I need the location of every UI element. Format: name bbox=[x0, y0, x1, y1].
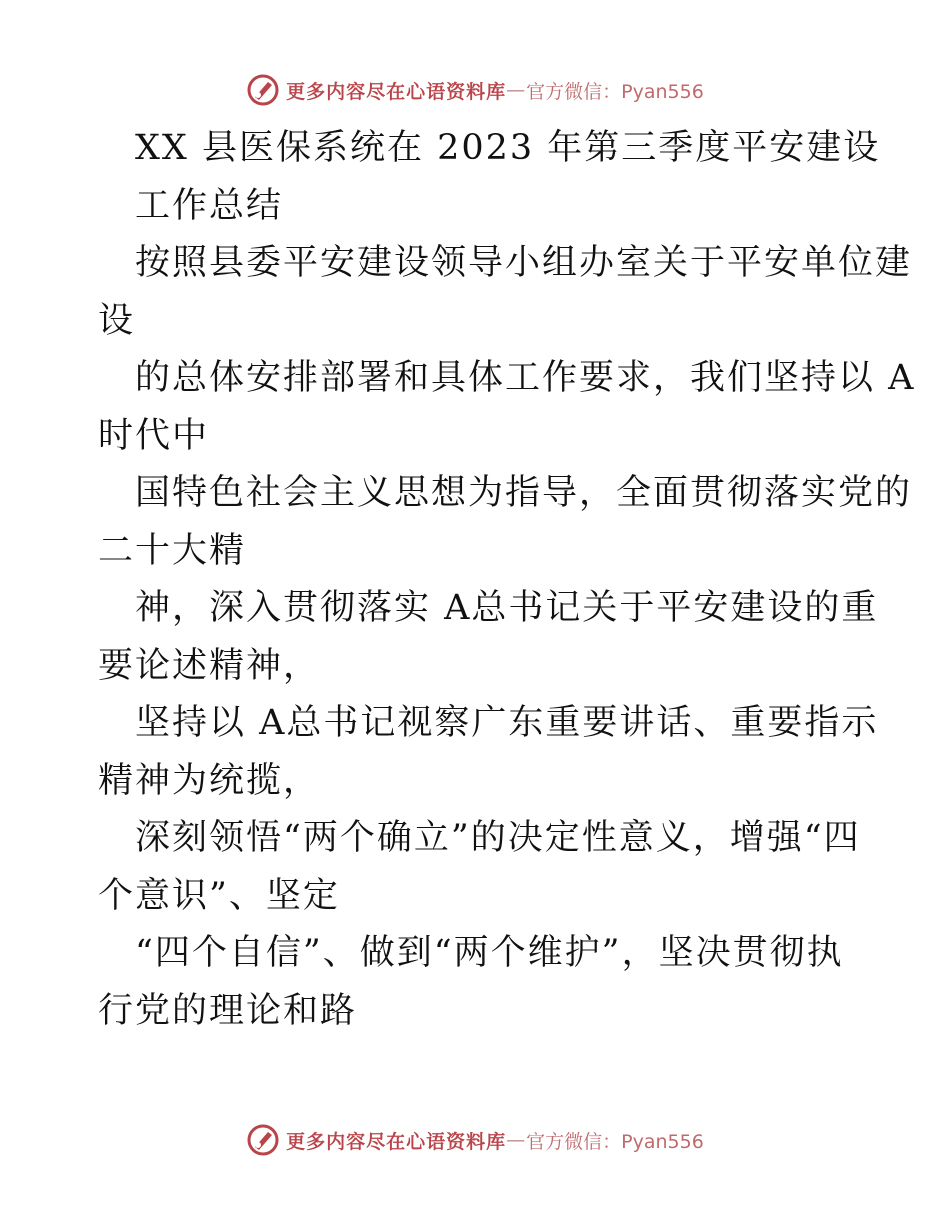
doc-line: 工作总结 bbox=[135, 185, 284, 226]
brand-logo-icon bbox=[246, 1123, 280, 1157]
watermark-wechat: 官方微信：Pyan556 bbox=[526, 1130, 704, 1153]
document-body bbox=[98, 120, 916, 1040]
footer-watermark bbox=[0, 1120, 950, 1160]
doc-line: 行党的理论和路 bbox=[98, 990, 358, 1031]
doc-line: 精神为统揽， bbox=[98, 760, 321, 801]
doc-line: 要论述精神， bbox=[98, 645, 321, 686]
doc-line: 坚持以 A总书记视察广东重要讲话、重要指示 bbox=[135, 703, 879, 743]
watermark-separator: — bbox=[506, 1129, 527, 1151]
doc-line: 神，深入贯彻落实 A总书记关于平安建设的重 bbox=[135, 588, 879, 628]
doc-line: 二十大精 bbox=[98, 530, 247, 571]
doc-line: “四个自信”、做到“两个维护”，坚决贯彻执 bbox=[135, 933, 844, 973]
doc-line: 国特色社会主义思想为指导，全面贯彻落实党的 bbox=[135, 473, 913, 513]
doc-line: 按照县委平安建设领导小组办室关于平安单位建 bbox=[135, 243, 913, 283]
watermark-brand: 更多内容尽在心语资料库 bbox=[286, 80, 507, 103]
brand-logo-icon bbox=[246, 73, 280, 107]
watermark-brand: 更多内容尽在心语资料库 bbox=[286, 1130, 507, 1153]
watermark-separator: — bbox=[506, 79, 527, 101]
watermark-wechat: 官方微信：Pyan556 bbox=[526, 80, 704, 103]
doc-line: 深刻领悟“两个确立”的决定性意义，增强“四 bbox=[135, 818, 861, 858]
doc-line: 的总体安排部署和具体工作要求，我们坚持以 A bbox=[135, 358, 916, 398]
doc-line: 个意识”、坚定 bbox=[98, 875, 340, 916]
doc-line: 时代中 bbox=[98, 415, 210, 456]
doc-line: XX 县医保系统在 2023 年第三季度平安建设 bbox=[135, 128, 881, 168]
doc-line: 设 bbox=[98, 300, 136, 341]
header-watermark bbox=[0, 70, 950, 110]
